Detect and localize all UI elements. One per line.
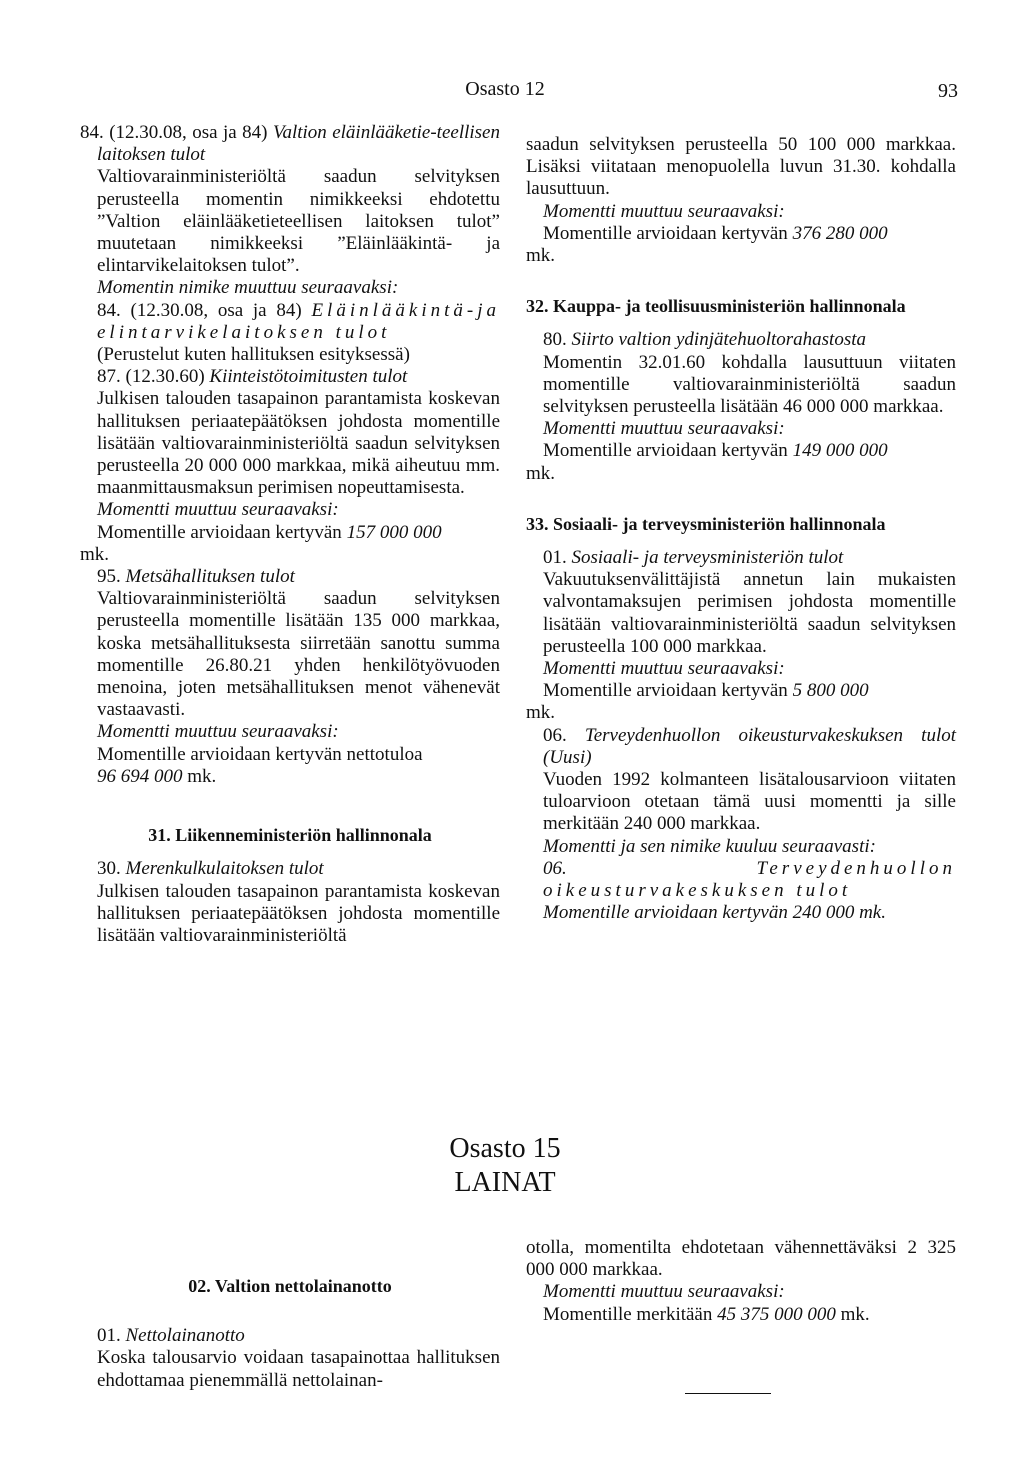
paragraph-01 bbox=[526, 547, 956, 569]
rationale-note: (Perustelut kuten hallituksen esityksessä) bbox=[97, 344, 410, 366]
paragraph-95 bbox=[80, 566, 500, 588]
paragraph-body: Julkisen talouden tasapainon parantamista koskevan hallituksen periaatepäätöksen johdosta momentille lisätään valtiovarainministeriöltä saadun selvityksen perusteella 20 000 000 markkaa, mikä aiheutuu mm. maanmittausmaksun perimisen nopeuttamisesta. bbox=[97, 388, 500, 499]
item-number: 84. (12.30.08, osa ja 84) bbox=[97, 299, 312, 321]
paragraph-body: Momentin 32.01.60 kohdalla lausuttuun viitaten momentille valtiovarainministeriöltä saadun selvityksen perusteella lisätään 46 000 000 markkaa. bbox=[543, 351, 956, 418]
new-estimate: Momentille arvioidaan kertyvän 240 000 mk. bbox=[543, 902, 886, 924]
item-number: 95. bbox=[97, 566, 126, 588]
paragraph-01 bbox=[80, 1325, 500, 1347]
estimate-unit: mk. bbox=[835, 1303, 870, 1325]
estimate-text: Momentille merkitään bbox=[543, 1303, 718, 1325]
estimate-line bbox=[80, 522, 500, 544]
end-rule bbox=[685, 1393, 771, 1394]
estimate-text: Momentille arvioidaan kertyvän bbox=[543, 222, 793, 244]
item-title: Sosiaali- ja terveysministeriön tulot bbox=[571, 547, 844, 569]
estimate-value: 149 000 000 bbox=[792, 440, 888, 462]
paragraph-84 bbox=[80, 122, 500, 166]
item-number: 01. bbox=[97, 1325, 126, 1347]
section-15-title: Osasto 15 bbox=[449, 1133, 561, 1164]
paragraph-body: Koska talousarvio voidaan tasapainottaa hallituksen ehdottamaa pienemmällä nettolainan- bbox=[97, 1347, 500, 1391]
paragraph-continued: saadun selvityksen perusteella 50 100 000 markkaa. Lisäksi viitataan menopuolella luvun 31.30. kohdalla lausuttuun. bbox=[526, 134, 956, 200]
estimate-unit: mk. bbox=[526, 245, 556, 267]
item-number: 80. bbox=[543, 329, 572, 351]
paragraph-body: Julkisen talouden tasapainon parantamista koskevan hallituksen periaatepäätöksen johdosta momentille lisätään valtiovarainministeriöltä bbox=[97, 880, 500, 946]
column-left-top bbox=[80, 122, 500, 947]
heading-32: 32. Kauppa- ja teollisuusministeriön hallinnonala bbox=[526, 296, 906, 317]
paragraph-06 bbox=[526, 725, 956, 769]
item-title: Kiinteistötoimitusten tulot bbox=[209, 366, 408, 388]
change-note: Momentti muuttuu seuraavaksi: bbox=[97, 499, 339, 521]
estimate-text: Momentille arvioidaan kertyvän bbox=[97, 521, 347, 543]
estimate-value: 5 800 000 bbox=[792, 680, 869, 702]
new-title-line bbox=[80, 300, 500, 344]
paragraph-30 bbox=[80, 858, 500, 880]
estimate-value: 45 375 000 000 bbox=[717, 1303, 836, 1325]
heading-31: 31. Liikenneministeriön hallinnonala bbox=[148, 825, 432, 846]
paragraph-body: Valtiovarainministeriöltä saadun selvityksen perusteella momentin nimikkeeksi ehdotettu ”Valtion eläinlääketieteellisen laitoksen tulot” muutetaan nimikkeeksi ”Eläinlääkintä- ja elintarvikelaitoksen tulot”. bbox=[97, 166, 500, 277]
item-number: 01. bbox=[543, 547, 572, 569]
estimate-line bbox=[526, 223, 956, 245]
heading-33: 33. Sosiaali- ja terveysministeriön hallinnonala bbox=[526, 513, 886, 534]
column-right-bottom bbox=[526, 1237, 956, 1326]
item-title: Valtion eläinlääketie-teellisen laitoksen tulot bbox=[97, 122, 500, 166]
change-note: Momentti muuttuu seuraavaksi: bbox=[97, 721, 339, 743]
change-note: Momentti muuttuu seuraavaksi: bbox=[543, 200, 785, 222]
item-title: Terveydenhuollon oikeusturvakeskuksen tulot (Uusi) bbox=[543, 724, 956, 768]
section-15-subtitle: LAINAT bbox=[454, 1167, 556, 1198]
change-note: Momentti ja sen nimike kuuluu seuraavasti: bbox=[543, 835, 876, 857]
estimate-line bbox=[526, 1304, 956, 1326]
estimate-unit: mk. bbox=[80, 543, 110, 565]
item-title: Siirto valtion ydinjätehuoltorahastosta bbox=[571, 329, 866, 351]
paragraph-body: Valtiovarainministeriöltä saadun selvityksen perusteella momentille lisätään 135 000 markkaa, koska metsähallituksesta siirretään sanottu summa momentille 26.80.21 yhden henkilötyövuoden menoina, joten metsähallituksen menot vähenevät vastaavasti. bbox=[97, 588, 500, 721]
item-title: Nettolainanotto bbox=[125, 1325, 245, 1347]
spaced-title: Eläinlääkintä-ja elintarvikelaitoksen tulot bbox=[97, 299, 500, 343]
spaced-title: Terveydenhuollon oikeusturvakeskuksen tulot bbox=[543, 857, 956, 902]
paragraph-continued: otolla, momentilta ehdotetaan vähennettäväksi 2 325 000 000 markkaa. bbox=[526, 1237, 956, 1281]
estimate-unit: mk. bbox=[182, 765, 217, 787]
page-number: 93 bbox=[938, 80, 958, 102]
item-number: 30. bbox=[97, 858, 126, 880]
paragraph-body: Vuoden 1992 kolmanteen lisätalousarvioon viitaten tuloarvioon otetaan tämä uusi momentti ja sille merkitään 240 000 markkaa. bbox=[543, 769, 956, 835]
item-title: Merenkulkulaitoksen tulot bbox=[125, 858, 324, 880]
item-title: Metsähallituksen tulot bbox=[125, 566, 295, 588]
estimate-value: 376 280 000 bbox=[792, 222, 888, 244]
item-number: 84. (12.30.08, osa ja 84) bbox=[80, 122, 273, 143]
change-note: Momentti muuttuu seuraavaksi: bbox=[543, 658, 785, 680]
estimate-text: Momentille arvioidaan kertyvän bbox=[543, 440, 793, 462]
column-left-bottom bbox=[80, 1275, 500, 1392]
new-title-line bbox=[526, 858, 956, 902]
estimate-value: 96 694 000 bbox=[97, 765, 183, 787]
change-note: Momentti muuttuu seuraavaksi: bbox=[543, 1281, 785, 1303]
estimate-value-line bbox=[80, 766, 500, 788]
estimate-line bbox=[526, 680, 956, 702]
section-header: Osasto 12 bbox=[465, 78, 545, 100]
change-note: Momentti muuttuu seuraavaksi: bbox=[543, 418, 785, 440]
paragraph-87 bbox=[80, 366, 500, 388]
paragraph-80 bbox=[526, 329, 956, 351]
estimate-value: 157 000 000 bbox=[346, 521, 442, 543]
estimate-unit: mk. bbox=[526, 702, 556, 724]
estimate-line bbox=[526, 440, 956, 462]
estimate-text: Momentille arvioidaan kertyvän bbox=[543, 680, 793, 702]
estimate-line: Momentille arvioidaan kertyvän nettotuloa bbox=[97, 743, 423, 765]
item-number: 06. bbox=[543, 857, 757, 879]
item-number: 06. bbox=[543, 724, 585, 746]
column-right-top bbox=[526, 134, 956, 925]
heading-02: 02. Valtion nettolainanotto bbox=[188, 1276, 392, 1296]
item-number: 87. (12.30.60) bbox=[97, 366, 210, 388]
estimate-unit: mk. bbox=[526, 462, 556, 484]
paragraph-body: Vakuutuksenvälittäjistä annetun lain mukaisten valvontamaksujen perimisen johdosta momentille lisätään valtiovarainministeriöltä saadun selvityksen perusteella 100 000 markkaa. bbox=[543, 569, 956, 657]
change-note: Momentin nimike muuttuu seuraavaksi: bbox=[97, 277, 399, 299]
